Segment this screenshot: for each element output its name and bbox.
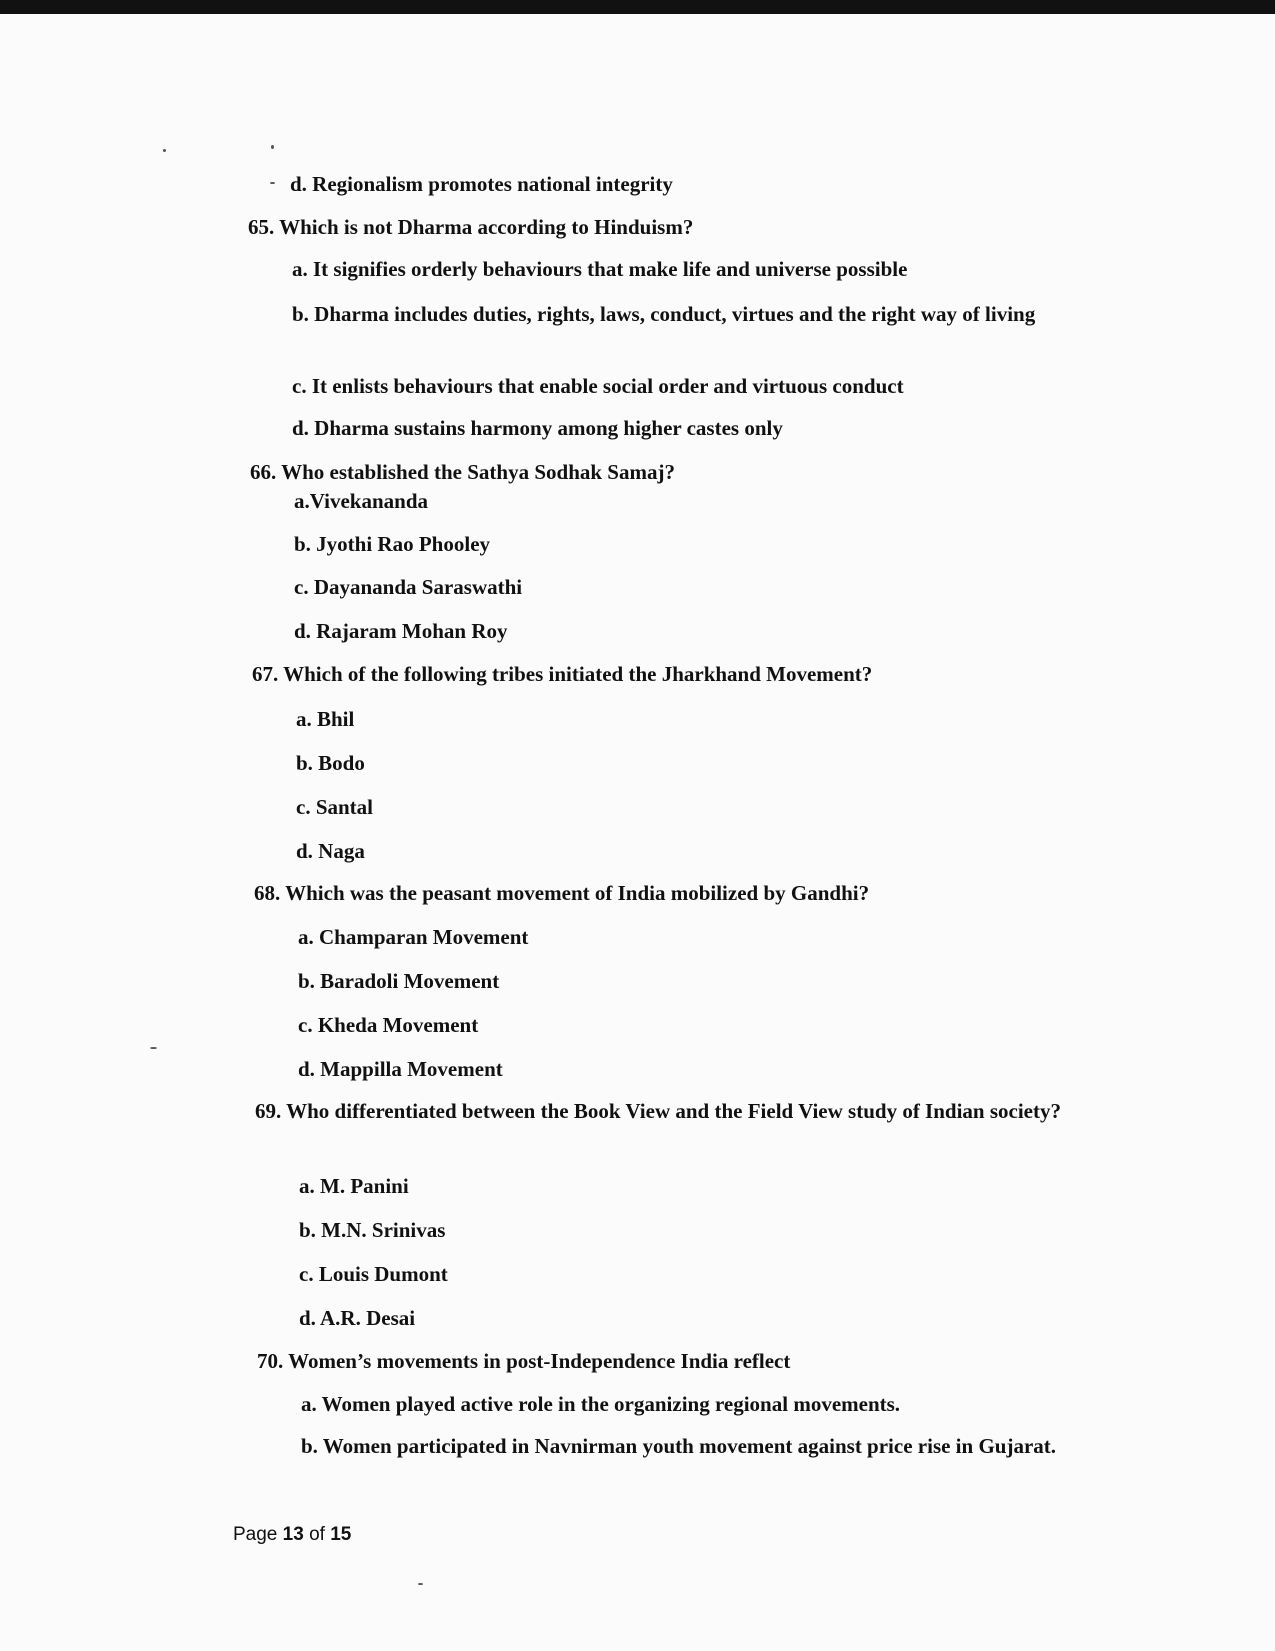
q69-option-c: c. Louis Dumont — [299, 1262, 448, 1286]
scan-speck — [150, 1047, 157, 1049]
q65-option-c: c. It enlists behaviours that enable social order and virtuous conduct — [292, 374, 904, 398]
q65-option-b: b. Dharma includes duties, rights, laws, conduct, virtues and the right way of living — [292, 302, 1036, 326]
q66-option-a: a.Vivekananda — [294, 489, 429, 513]
question-65-stem: 65. Which is not Dharma according to Hinduism? — [248, 215, 694, 239]
scan-speck — [163, 149, 166, 152]
q68-option-b: b. Baradoli Movement — [298, 969, 500, 993]
q65-option-a: a. It signifies orderly behaviours that make life and universe possible — [292, 257, 908, 281]
current-page-number: 13 — [282, 1524, 304, 1545]
footer-middle: of — [303, 1524, 331, 1545]
q66-option-d: d. Rajaram Mohan Roy — [294, 619, 508, 643]
q68-option-c: c. Kheda Movement — [298, 1013, 479, 1037]
scan-speck — [271, 145, 274, 149]
q70-option-b: b. Women participated in Navnirman youth movement against price rise in Gujarat. — [301, 1434, 1057, 1458]
carry-over-option: d. Regionalism promotes national integrity — [290, 172, 673, 196]
q66-option-b: b. Jyothi Rao Phooley — [294, 532, 491, 556]
q68-option-a: a. Champaran Movement — [298, 925, 529, 949]
page-footer — [233, 1524, 351, 1546]
q67-option-a: a. Bhil — [296, 707, 355, 731]
q69-option-a: a. M. Panini — [299, 1174, 409, 1198]
scan-speck — [418, 1583, 423, 1585]
q67-option-c: c. Santal — [296, 795, 374, 819]
q67-option-d: d. Naga — [296, 839, 365, 863]
question-70-stem: 70. Women’s movements in post-Independence India reflect — [257, 1349, 791, 1373]
q70-option-a: a. Women played active role in the organizing regional movements. — [301, 1392, 901, 1416]
question-69-stem: 69. Who differentiated between the Book View and the Field View study of Indian society? — [255, 1099, 1061, 1123]
q69-option-b: b. M.N. Srinivas — [299, 1218, 446, 1242]
q67-option-b: b. Bodo — [296, 751, 365, 775]
q65-option-d: d. Dharma sustains harmony among higher castes only — [292, 416, 783, 440]
footer-prefix: Page — [233, 1524, 283, 1545]
question-67-stem: 67. Which of the following tribes initiated the Jharkhand Movement? — [252, 662, 873, 686]
q66-option-c: c. Dayananda Saraswathi — [294, 575, 523, 599]
question-66-stem: 66. Who established the Sathya Sodhak Samaj? — [250, 460, 675, 484]
q69-option-d: d. A.R. Desai — [299, 1306, 416, 1330]
total-page-number: 15 — [330, 1524, 352, 1545]
q68-option-d: d. Mappilla Movement — [298, 1057, 503, 1081]
scan-speck — [270, 182, 275, 184]
question-68-stem: 68. Which was the peasant movement of India mobilized by Gandhi? — [254, 881, 870, 905]
